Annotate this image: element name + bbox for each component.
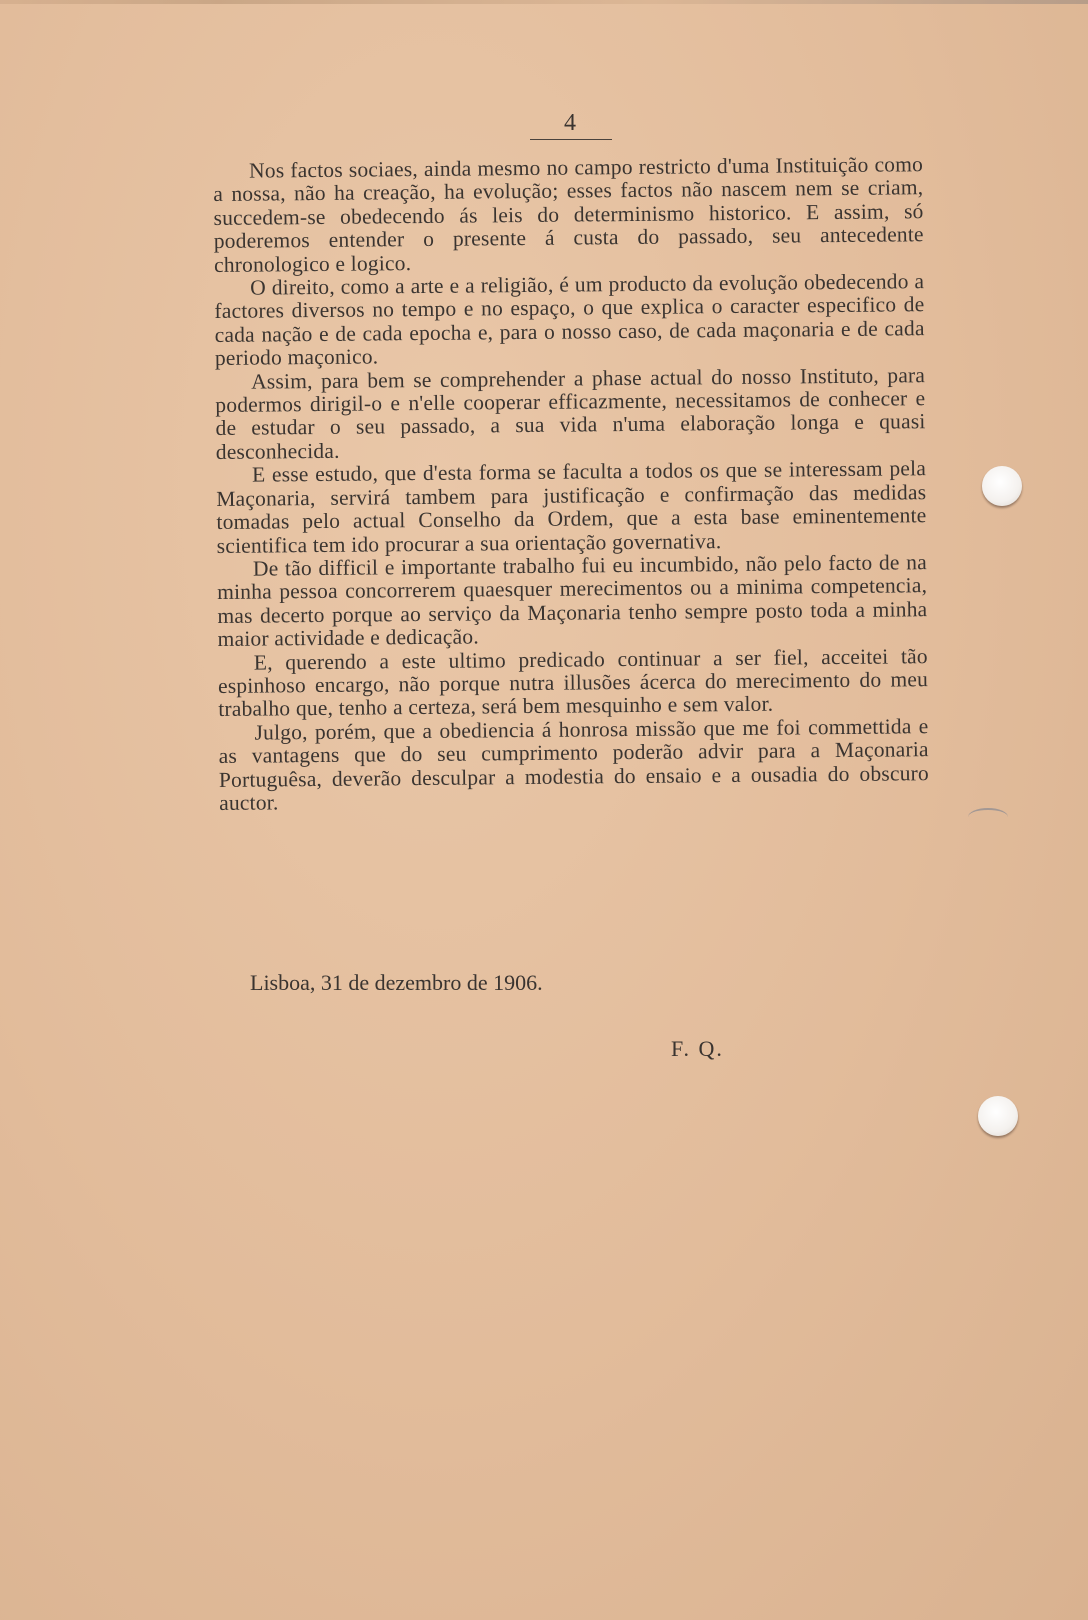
body-text [213, 153, 929, 815]
author-initials: F. Q. [671, 1036, 724, 1061]
paragraph-2: O direito, como a arte e a religião, é um producto da evolução obedecendo a factores diversos no tempo e no espaço, o que explica o caracter especifico de cada nação e de cada epocha e, para o nosso caso, de cada maçonaria e de cada periodo maçonico. [214, 269, 925, 371]
page-number: 4 [564, 110, 576, 136]
page-number-rule [530, 139, 612, 140]
place-date: Lisboa, 31 de dezembro de 1906. [250, 970, 543, 995]
paper-edge [0, 0, 1088, 4]
paragraph-7: Julgo, porém, que a obediencia á honrosa missão que me foi commettida e as vantagens que do seu cumprimento poderão advir para a Maçonaria Portuguêsa, deverão desculpar a modestia do ensaio e a ousadia do obscuro auctor. [218, 713, 930, 815]
paragraph-5: De tão difficil e importante trabalho fui eu incumbido, não pelo facto de na minha pessoa concorrerem quaesquer merecimentos ou a minima competencia, mas decerto porque ao serviço da Maçonaria tenho sempre posto toda a minha maior actividade e dedicação. [217, 550, 928, 652]
punch-hole-top [982, 466, 1022, 506]
paper-tear-mark [968, 808, 1008, 826]
paragraph-3: Assim, para bem se comprehender a phase actual do nosso Instituto, para podermos dirigil-o e n'elle cooperar efficazmente, necessitamos de conhecer e de estudar o seu passado, a sua vida n'uma elaboração longa e quasi desconhecida. [215, 362, 926, 464]
punch-hole-bottom [978, 1096, 1018, 1136]
paragraph-4: E esse estudo, que d'esta forma se faculta a todos os que se interessam pela Maçonaria, servirá tambem para justificação e confirmação das medidas tomadas pelo actual Conselho da Ordem, que a esta base eminentemente scientifica tem ido procurar a sua orientação governativa. [216, 456, 927, 558]
paragraph-1: Nos factos sociaes, ainda mesmo no campo restricto d'uma Instituição como a nossa, não ha creação, ha evolução; esses factos não nascem nem se criam, succedem-se obedecendo ás leis do determinismo historico. E assim, só poderemos entender o presente á custa do passado, seu antecedente chronologico e logico. [213, 152, 924, 277]
paragraph-6: E, querendo a este ultimo predicado continuar a ser fiel, acceitei tão espinhoso encargo, não porque nutra illusões ácerca do merecimento do meu trabalho que, tenho a certeza, será bem mesquinho e sem valor. [217, 643, 929, 722]
